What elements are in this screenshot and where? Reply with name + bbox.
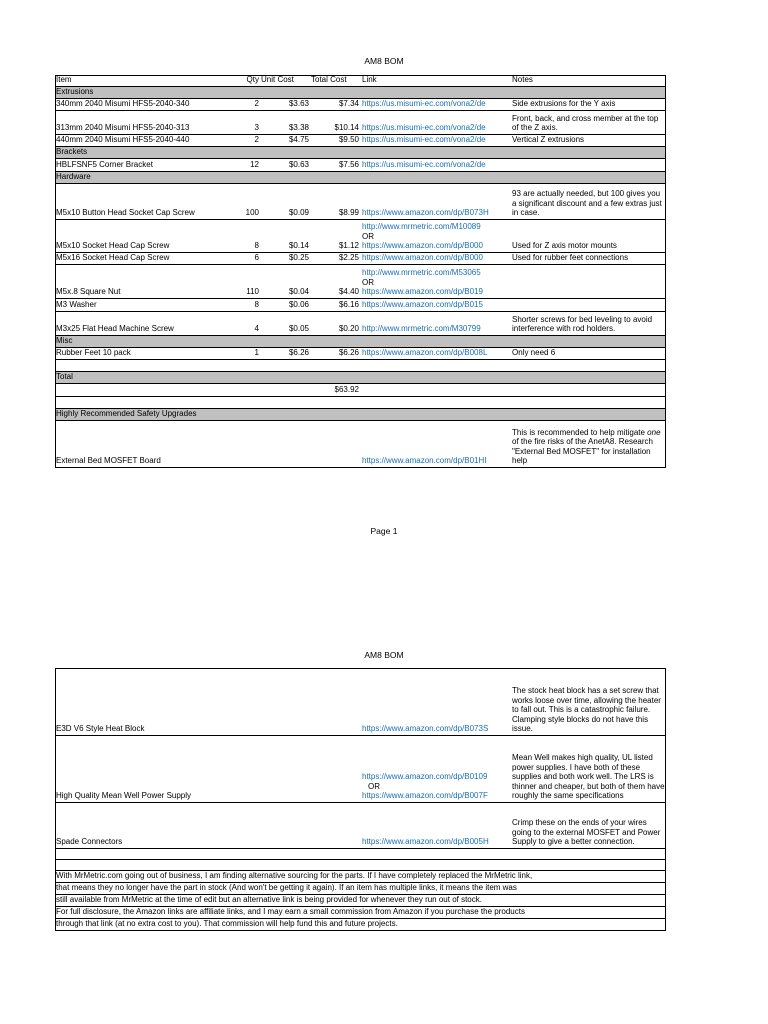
footnote-line: still available from MrMetric at the time of edit but an alternative link is being provided for whenever they run out of stock.	[55, 895, 666, 907]
table-row: M3 Washer 8 $0.06 $6.16 https://www.amazon.com/dp/B015	[55, 299, 666, 312]
table-row: M5x10 Button Head Socket Cap Screw 100 $0.09 $8.99 https://www.amazon.com/dp/B073H 93 are actually needed, but 100 gives you a significant discount and a few extras just in case.	[55, 184, 666, 220]
table-row: 440mm 2040 Misumi HFS5-2040-440 2 $4.75 $9.50 https://us.misumi-ec.com/vona2/de Vertical Z extrusions	[55, 135, 666, 147]
table-row: High Quality Mean Well Power Supply https://www.amazon.com/dp/B0109 OR https://www.amazon.com/dp/B007F Mean Well makes high quality, UL listed power supplies. I have both of these supplies and both work well. The LRS is thinner and cheaper, but both of them have roughly the same specifications	[55, 736, 666, 803]
section-total: Total	[55, 372, 666, 384]
header-item: Item	[56, 76, 72, 85]
table-row: E3D V6 Style Heat Block https://www.amazon.com/dp/B073S The stock heat block has a set screw that works loose over time, allowing the heater to fall out. This is a catastrophic failure. Clamping style blocks do not have this issue.	[55, 668, 666, 736]
alt-part-link[interactable]: https://www.amazon.com/dp/B0109	[362, 772, 488, 782]
table-row: 340mm 2040 Misumi HFS5-2040-340 2 $3.63 $7.34 https://us.misumi-ec.com/vona2/de Side extrusions for the Y axis	[55, 99, 666, 111]
blank-row	[55, 397, 666, 409]
header-unit-cost: Unit Cost	[261, 76, 294, 85]
part-link[interactable]: https://www.amazon.com/dp/B019	[362, 287, 483, 297]
grand-total: $63.92	[334, 385, 359, 395]
table-row: HBLFSNF5 Corner Bracket 12 $0.63 $7.56 https://us.misumi-ec.com/vona2/de	[55, 159, 666, 172]
footnote-line: For full disclosure, the Amazon links are affiliate links, and I may earn a small commission from Amazon if you purchase the products	[55, 907, 666, 919]
section-brackets: Brackets	[55, 147, 666, 159]
header-notes: Notes	[512, 76, 533, 85]
header-total-cost: Total Cost	[311, 76, 347, 85]
table-border-right	[665, 668, 666, 931]
table-row: External Bed MOSFET Board https://www.amazon.com/dp/B01HI This is recommended to help mitigate one of the fire risks of the AnetA8. Research "External Bed MOSFET" for installation help	[55, 421, 666, 468]
part-link[interactable]: https://www.amazon.com/dp/B000	[362, 253, 483, 263]
header-qty: Qty	[246, 76, 259, 85]
section-hardware: Hardware	[55, 172, 666, 184]
table-row: M5x16 Socket Head Cap Screw 6 $0.25 $2.25 https://www.amazon.com/dp/B000 Used for rubber feet connections	[55, 253, 666, 265]
alt-part-link[interactable]: http://www.mrmetric.com/M10089	[362, 222, 481, 232]
or-label: OR	[362, 277, 374, 287]
blank-row	[55, 860, 666, 871]
table-border-right	[665, 75, 666, 468]
or-label: OR	[368, 781, 380, 791]
page-number: Page 1	[370, 526, 398, 536]
page-title: AM8 BOM	[364, 650, 404, 660]
table-row: M5x10 Socket Head Cap Screw 8 $0.14 $1.12 http://www.mrmetric.com/M10089 OR https://www.amazon.com/dp/B000 Used for Z axis motor mounts	[55, 220, 666, 253]
header-link: Link	[362, 76, 377, 85]
table-row: M3x25 Flat Head Machine Screw 4 $0.05 $0.20 http://www.mrmetric.com/M30799 Shorter screws for bed leveling to avoid interference with rod holders.	[55, 312, 666, 336]
table-row: Spade Connectors https://www.amazon.com/dp/B005H Crimp these on the ends of your wires going to the external MOSFET and Power Supply to give a better connection.	[55, 803, 666, 849]
part-link[interactable]: https://us.misumi-ec.com/vona2/de	[362, 160, 486, 170]
part-link[interactable]: https://www.amazon.com/dp/B008L	[362, 348, 488, 358]
part-link[interactable]: https://us.misumi-ec.com/vona2/de	[362, 135, 486, 145]
part-link[interactable]: https://www.amazon.com/dp/B073S	[362, 724, 489, 734]
section-misc: Misc	[55, 336, 666, 348]
section-extrusions: Extrusions	[55, 87, 666, 99]
part-link[interactable]: https://us.misumi-ec.com/vona2/de	[362, 123, 486, 133]
part-link[interactable]: https://www.amazon.com/dp/B000	[362, 241, 483, 251]
table-row: 313mm 2040 Misumi HFS5-2040-313 3 $3.38 $10.14 https://us.misumi-ec.com/vona2/de Front, back, and cross member at the top of the Z axis.	[55, 111, 666, 135]
part-link[interactable]: https://www.amazon.com/dp/B073H	[362, 208, 489, 218]
part-link[interactable]: https://www.amazon.com/dp/B005H	[362, 837, 489, 847]
table-header	[55, 75, 666, 87]
table-border-left	[55, 668, 56, 931]
table-border-left	[55, 75, 56, 468]
part-link[interactable]: http://www.mrmetric.com/M30799	[362, 324, 481, 334]
part-link[interactable]: https://www.amazon.com/dp/B007F	[362, 791, 488, 801]
page-title: AM8 BOM	[364, 56, 404, 66]
blank-row	[55, 849, 666, 860]
part-link[interactable]: https://us.misumi-ec.com/vona2/de	[362, 99, 486, 109]
footnote-line: that means they no longer have the part in stock (And won't be getting it again). If an item has multiple links, it means the item was	[55, 883, 666, 895]
footnote-line: With MrMetric.com going out of business, I am finding alternative sourcing for the parts. If I have completely replaced the MrMetric link,	[55, 871, 666, 883]
or-label: OR	[362, 231, 374, 241]
blank-row	[55, 360, 666, 372]
section-safety-upgrades: Highly Recommended Safety Upgrades	[55, 409, 666, 421]
part-link[interactable]: https://www.amazon.com/dp/B01HI	[362, 456, 487, 466]
table-row: M5x.8 Square Nut 110 $0.04 $4.40 http://www.mrmetric.com/M53065 OR https://www.amazon.com/dp/B019	[55, 265, 666, 299]
part-link[interactable]: https://www.amazon.com/dp/B015	[362, 300, 483, 310]
footnote-line: through that link (at no extra cost to you). That commission will help fund this and future projects.	[55, 919, 666, 931]
table-row: Rubber Feet 10 pack 1 $6.26 $6.26 https://www.amazon.com/dp/B008L Only need 6	[55, 348, 666, 360]
grand-total-row	[55, 384, 666, 397]
alt-part-link[interactable]: http://www.mrmetric.com/M53065	[362, 268, 481, 278]
